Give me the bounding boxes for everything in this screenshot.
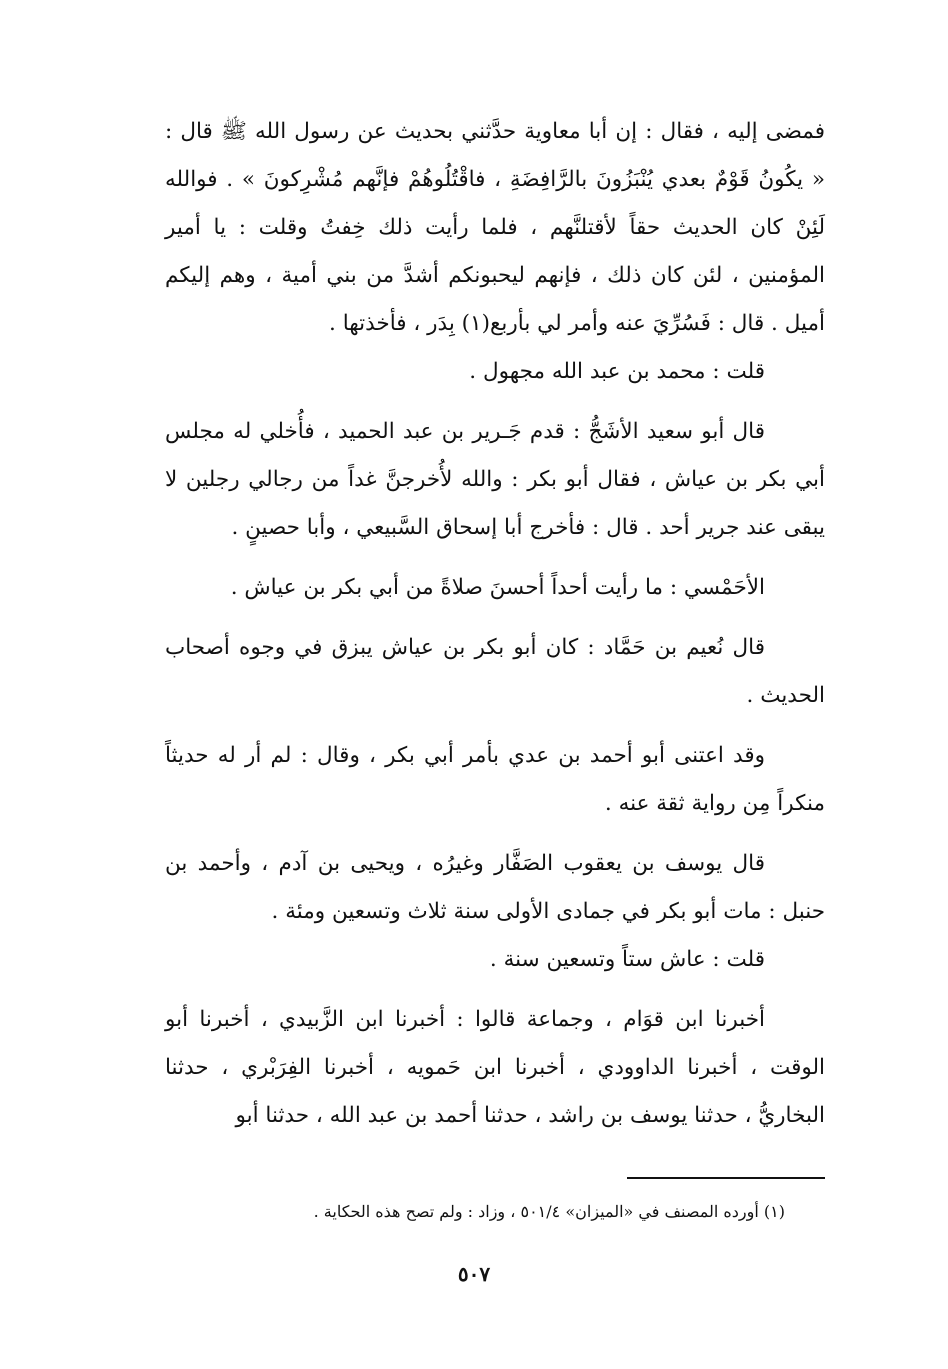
- page-number: ٥٠٧: [457, 1262, 491, 1286]
- paragraph-isnad: أخبرنا ابن قوَام ، وجماعة قالوا : أخبرنا ابن الزَّبيدي ، أخبرنا أبو الوقت ، أخبرنا الداوودي ، أخبرنا ابن حَمويه ، أخبرنا الفِرَبْري ، حدثنا البخاريُّ ، حدثنا يوسف بن راشد ، حدثنا أحمد بن عبد الله ، حدثنا أبو: [165, 1007, 825, 1128]
- paragraph-age: قلت : عاش ستاً وتسعين سنة .: [489, 947, 765, 972]
- paragraph-al-ahmasi: الأحَمْسي : ما رأيت أحداً أحسنَ صلاةً من أبي بكر بن عياش .: [230, 575, 765, 600]
- footnote-separator: [627, 1177, 825, 1179]
- paragraph-ibn-adi: وقد اعتنى أبو أحمد بن عدي بأمر أبي بكر ، وقال : لم أر له حديثاً منكراً مِن رواية ثقة عنه .: [165, 743, 825, 816]
- paragraph-nuaym: قال نُعيم بن حَمَّاد : كان أبو بكر بن عياش يبزق في وجوه أصحاب الحديث .: [165, 635, 825, 708]
- paragraph-comment-majhul: قلت : محمد بن عبد الله مجهول .: [469, 359, 765, 384]
- main-text: [165, 108, 825, 1140]
- paragraph-death-date: قال يوسف بن يعقوب الصَفَّار وغيرُه ، ويحيى بن آدم ، وأحمد بن حنبل : مات أبو بكر في جمادى الأولى سنة ثلاث وتسعين ومئة .: [165, 851, 825, 924]
- paragraph-al-ashajj: قال أبو سعيد الأشَجُّ : قدم جَـرير بن عبد الحميد ، فأُخلي له مجلس أبي بكر بن عياش ، فقال أبو بكر : والله لأُخرجنَّ غداً من رجالي رجلين لا يبقى عند جرير أحد . قال : فأخرج أبا إسحاق السَّبيعي ، وأبا حصينٍ .: [165, 419, 825, 540]
- paragraph-story-end: فمضى إليه ، فقال : إن أبا معاوية حدَّثني بحديث عن رسول الله ﷺ قال : « يكُونُ قَوْمٌ بعدي يُنْبَزُونَ بالرَّافِضَةِ ، فاقْتُلُوهُمْ فإنَّهم مُشْرِكونَ » . فوالله لَئِنْ كان الحديث حقاً لأقتلنَّهم ، فلما رأيت ذلك خِفتُ وقلت : يا أمير المؤمنين ، لئن كان ذلك ، فإنهم ليحبونكم أشدَّ من بني أمية ، وهم إليكم أميل . قال : فَسُرِّيَ عنه وأمر لي بأربع(١) بِدَر ، فأخذتها .: [165, 119, 825, 336]
- footnote: (١) أورده المصنف في «الميزان» ٥٠١/٤ ، وزاد : ولم تصح هذه الحكاية .: [313, 1202, 785, 1221]
